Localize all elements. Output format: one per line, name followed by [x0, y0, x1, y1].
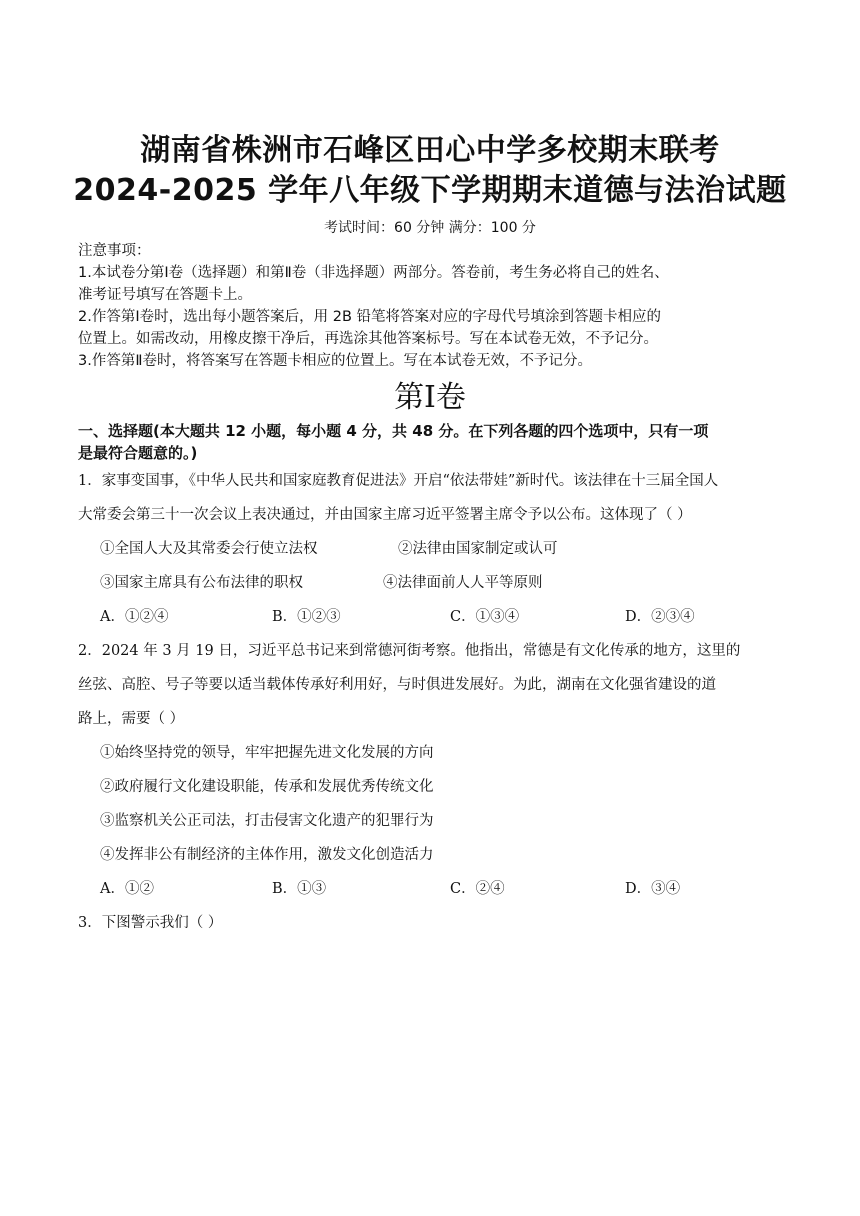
notice-line: 1.本试卷分第Ⅰ卷（选择题）和第Ⅱ卷（非选择题）两部分。答卷前，考生务必将自己的姓名、: [78, 265, 669, 281]
question-2-choice-d: D．③④: [625, 881, 681, 897]
question-2-statement: ①始终坚持党的领导，牢牢把握先进文化发展的方向: [100, 745, 434, 761]
question-3-stem: 3．下图警示我们（ ）: [78, 915, 223, 931]
question-2-statement: ③监察机关公正司法，打击侵害文化遗产的犯罪行为: [100, 813, 434, 829]
question-1-statement: ③国家主席具有公布法律的职权: [100, 575, 303, 591]
question-2-stem: 2．2024 年 3 月 19 日，习近平总书记来到常德河街考察。他指出，常德是有文化传承的地方，这里的: [78, 643, 741, 659]
question-1-statement: ④法律面前人人平等原则: [383, 575, 543, 591]
exam-info: 考试时间：60 分钟 满分：100 分: [324, 220, 536, 236]
question-1-stem: 大常委会第三十一次会议上表决通过，并由国家主席习近平签署主席令予以公布。这体现了（ ）: [78, 507, 692, 523]
question-1-choice-a: A．①②④: [100, 609, 169, 625]
question-2-stem: 丝弦、高腔、号子等要以适当载体传承好利用好，与时俱进发展好。为此，湖南在文化强省建设的道: [78, 677, 716, 693]
notice-line: 准考证号填写在答题卡上。: [78, 287, 252, 303]
question-2-statement: ②政府履行文化建设职能，传承和发展优秀传统文化: [100, 779, 434, 795]
question-1-stem: 1．家事变国事，《中华人民共和国家庭教育促进法》开启“依法带娃”新时代。该法律在十三届全国人: [78, 473, 719, 489]
question-2-choice-a: A．①②: [100, 881, 154, 897]
question-1-choice-b: B．①②③: [272, 609, 341, 625]
exam-title-line1: 湖南省株洲市石峰区田心中学多校期末联考: [140, 133, 720, 168]
section-title: 第Ⅰ卷: [394, 380, 466, 415]
question-2-statement: ④发挥非公有制经济的主体作用，激发文化创造活力: [100, 847, 434, 863]
question-1-statement: ②法律由国家制定或认可: [398, 541, 558, 557]
question-2-stem: 路上，需要（ ）: [78, 711, 185, 727]
question-2-choice-c: C．②④: [450, 881, 505, 897]
section-instruction: 一、选择题(本大题共 12 小题，每小题 4 分，共 48 分。在下列各题的四个选项中，只有一项: [78, 422, 709, 440]
notice-line: 2.作答第Ⅰ卷时，选出每小题答案后，用 2B 铅笔将答案对应的字母代号填涂到答题卡相应的: [78, 309, 661, 325]
question-1-choice-c: C．①③④: [450, 609, 520, 625]
notice-line: 3.作答第Ⅱ卷时，将答案写在答题卡相应的位置上。写在本试卷无效，不予记分。: [78, 353, 592, 369]
section-instruction: 是最符合题意的。): [78, 444, 198, 462]
exam-title-line2: 2024-2025 学年八年级下学期期末道德与法治试题: [73, 173, 787, 208]
notice-heading: 注意事项：: [78, 243, 151, 259]
question-1-choice-d: D．②③④: [625, 609, 695, 625]
question-2-choice-b: B．①③: [272, 881, 327, 897]
question-1-statement: ①全国人大及其常委会行使立法权: [100, 541, 318, 557]
notice-line: 位置上。如需改动，用橡皮擦干净后，再选涂其他答案标号。写在本试卷无效，不予记分。: [78, 331, 658, 347]
